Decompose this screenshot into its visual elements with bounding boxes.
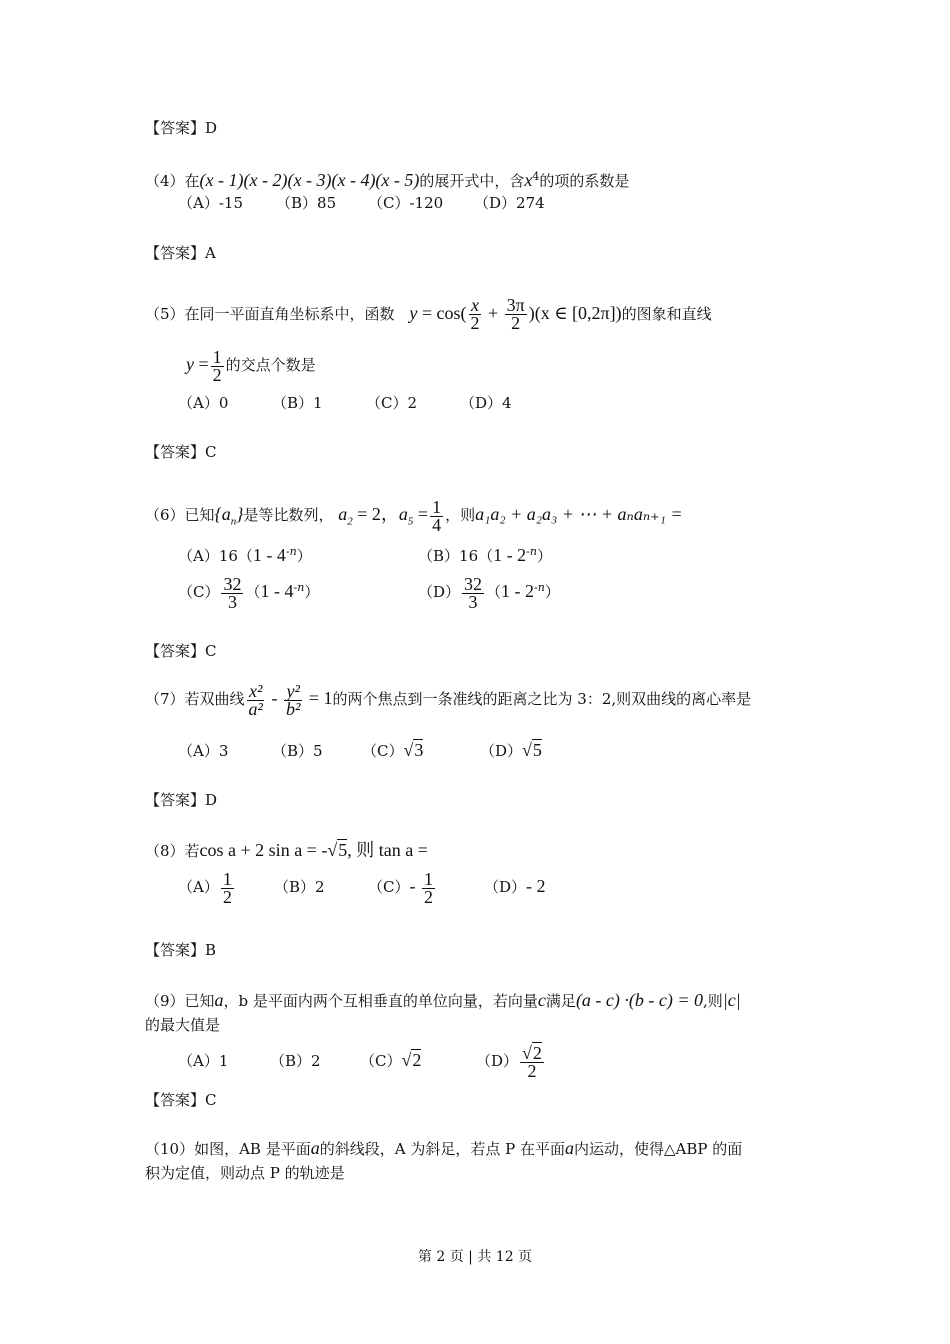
q4-option-a: （A）-15 (178, 194, 243, 212)
q6-sequence (214, 504, 244, 528)
q6-seq-sub: n (230, 515, 237, 528)
q6-then: ，则 (445, 506, 476, 524)
q6-options-row-1 (178, 542, 552, 566)
q8-option-d-label: （D） (484, 878, 527, 896)
q7-option-c-sqrt: √3 (403, 740, 424, 760)
question-9 (145, 990, 741, 1011)
q6-option-c-frac (221, 573, 243, 612)
q4-number: （4）在 (145, 172, 200, 190)
q4-text-a: 的展开式中，含 (419, 172, 525, 190)
q4-text-b: 的项的系数是 (539, 172, 630, 190)
question-5 (145, 294, 712, 333)
q8-option-c-num: 1 (423, 868, 433, 889)
answer-q5: 【答案】C (145, 443, 217, 461)
q8-option-d (484, 866, 546, 907)
q6-a2 (338, 504, 353, 528)
q10-text-a: （10）如图，AB 是平面 (145, 1140, 311, 1158)
q7-option-c-rad: 3 (414, 740, 424, 760)
q9-cond-a: 满足 (545, 992, 576, 1010)
q8-sqrt: √5 (327, 840, 348, 860)
q6-option-b-label: （B）16（ (418, 547, 494, 565)
q5-line-y: y (186, 354, 194, 374)
q5-plus: + (483, 303, 503, 323)
q6-option-d (418, 568, 560, 612)
q6-option-c-paren: （ (245, 583, 261, 601)
q6-quarter-num: 1 (432, 496, 442, 517)
q8-option-c-frac (422, 868, 435, 907)
q7-option-d-rad: 5 (532, 740, 542, 760)
q5-line-2 (186, 345, 316, 384)
q9-vector-a: a (214, 990, 224, 1010)
q6-option-a-expr: 1 - 4 (252, 545, 286, 565)
q5-option-d: （D）4 (460, 394, 512, 412)
q6-seq-a: {a (214, 504, 231, 524)
q5-cos: = cos( (417, 303, 467, 323)
q6-a2-val: = 2， (352, 504, 399, 524)
q5-half-den: 2 (212, 364, 222, 385)
q5-line-eq: = (194, 354, 209, 374)
q6-option-d-paren: （ (486, 583, 502, 601)
q6-option-b-exp: -n (526, 545, 537, 558)
q4-x-exponent: 4 (532, 170, 540, 183)
q6-a2-sym: a (338, 504, 348, 524)
q7-option-d (480, 740, 542, 761)
q6-option-c-num: 32 (223, 573, 242, 594)
q6-option-c-expr: 1 - 4 (260, 581, 294, 601)
question-8 (145, 840, 428, 861)
q5-options (178, 393, 512, 413)
q9-options (178, 1040, 546, 1081)
q5-frac1-den: 2 (470, 313, 480, 334)
q9-mid: ，b 是平面内两个互相垂直的单位向量，若向量 (223, 992, 538, 1010)
q8-option-c-den: 2 (423, 886, 433, 907)
answer-q4: 【答案】A (145, 244, 216, 262)
q8-option-c-minus: - (409, 876, 420, 896)
q8-options (178, 866, 546, 907)
q9-option-d (476, 1041, 546, 1081)
q7-option-d-label: （D） (480, 742, 523, 760)
q9-cond-expr: (a - c) ·(b - c) = 0 (575, 990, 704, 1010)
q7-option-c (362, 740, 480, 761)
q5-line2-tail: 的交点个数是 (225, 356, 316, 374)
q4-option-b: （B）85 (276, 194, 337, 212)
q7-option-d-sqrt: √5 (522, 740, 542, 760)
q6-option-c-exp: -n (293, 581, 305, 594)
q4-option-d: （D）274 (474, 194, 545, 212)
q6-option-c-close: ） (304, 583, 320, 601)
q6-option-c (178, 568, 418, 612)
q6-quarter (430, 496, 443, 535)
q6-option-d-label: （D） (418, 583, 461, 601)
q6-options-row-2 (178, 568, 560, 612)
q5-frac2-den: 2 (511, 313, 521, 334)
q7-frac-y-num: y² (286, 680, 300, 701)
q9-option-d-den: 2 (527, 1060, 537, 1081)
answer-q3: 【答案】D (145, 119, 218, 137)
q6-option-b (418, 542, 552, 566)
q6-seq-close: } (236, 504, 244, 524)
q5-fraction-x-2 (468, 297, 481, 332)
q7-eq1: = 1 (304, 688, 333, 708)
q10-line-2: 积为定值，则动点 P 的轨迹是 (145, 1164, 345, 1182)
q5-tail: 的图象和直线 (621, 305, 712, 323)
answer-q8: 【答案】B (145, 941, 217, 959)
q7-number: （7）若双曲线 (145, 690, 245, 708)
q6-a5-eq: = (413, 504, 429, 524)
q6-sum: a₁a₂ + a₂a₃ + ⋯ + aₙaₙ₊₁ = (475, 504, 683, 524)
q6-option-a (178, 542, 418, 566)
q6-option-a-exp: -n (285, 545, 297, 558)
q6-option-c-den: 3 (227, 591, 237, 612)
q7-frac-y-den: b² (285, 698, 301, 719)
page-footer: 第 2 页 | 共 12 页 (417, 1249, 533, 1265)
q8-option-a-num: 1 (222, 868, 232, 889)
q5-domain: )(x ∈ [0,2π]) (528, 303, 622, 323)
q8-expression: cos a + 2 sin a = - (199, 840, 328, 860)
q6-option-b-close: ） (536, 547, 552, 565)
q6-a2-sub: 2 (347, 515, 353, 528)
q8-option-c-label: （C） (368, 878, 410, 896)
q6-option-c-label: （C） (178, 583, 220, 601)
q7-frac-x (247, 680, 265, 719)
answer-q9: 【答案】C (145, 1091, 217, 1109)
q10-plane-2: a (564, 1138, 574, 1158)
q9-option-c-rad: 2 (412, 1050, 422, 1070)
answer-q6: 【答案】C (145, 642, 217, 660)
q9-cond-b: ,则 (703, 992, 723, 1010)
q6-option-a-label: （A）16（ (178, 547, 253, 565)
q9-option-d-label: （D） (476, 1052, 519, 1070)
q6-option-d-exp: -n (534, 581, 545, 594)
q9-abs-c: |c| (722, 990, 741, 1010)
q6-a5-sym: a (398, 504, 408, 524)
question-4 (145, 167, 629, 191)
q5-option-b: （B）1 (272, 394, 323, 412)
q5-fraction-3pi-2 (505, 297, 527, 332)
q5-y: y (409, 303, 418, 323)
q7-option-b: （B）5 (272, 742, 323, 760)
question-10 (145, 1138, 742, 1159)
q6-option-d-close: ） (544, 583, 560, 601)
q5-frac2-num: 3π (506, 295, 525, 316)
q5-frac1-num: x (470, 295, 479, 316)
q8-option-a-label: （A） (178, 878, 219, 896)
q7-minus: - (266, 688, 282, 708)
q8-rad: 5 (338, 840, 348, 860)
q9-option-d-frac (520, 1042, 544, 1081)
q6-option-d-num: 32 (464, 573, 483, 594)
q5-option-c: （C）2 (366, 394, 418, 412)
q5-option-a: （A）0 (178, 394, 229, 412)
q8-option-d-val: - 2 (526, 876, 546, 896)
q10-text-b: 的斜线段，A 为斜足，若点 P 在平面 (319, 1140, 565, 1158)
q9-option-a: （A）1 (178, 1052, 229, 1070)
q9-option-c-sqrt: √2 (401, 1050, 422, 1070)
q6-a5-sub: 5 (407, 515, 414, 528)
q7-options (178, 740, 542, 761)
q6-quarter-den: 4 (432, 514, 442, 535)
q7-frac-x-num: x² (249, 680, 263, 701)
q7-frac-y (284, 680, 302, 719)
q7-tail: 的两个焦点到一条准线的距离之比为 3：2,则双曲线的离心率是 (332, 690, 752, 708)
q6-option-d-frac (462, 573, 484, 612)
q10-text-c: 内运动，使得△ABP 的面 (573, 1140, 743, 1158)
q9-option-b: （B）2 (270, 1052, 321, 1070)
q4-option-c: （C）-120 (368, 194, 444, 212)
q4-expression: (x - 1)(x - 2)(x - 3)(x - 4)(x - 5) (199, 170, 420, 190)
q8-option-c (368, 866, 484, 907)
q8-option-a (178, 867, 274, 907)
q9-option-c-label: （C） (360, 1052, 402, 1070)
q9-number: （9）已知 (145, 992, 215, 1010)
q6-option-a-close: ） (296, 547, 312, 565)
q9-vector-c: c (537, 990, 546, 1010)
q8-number: （8）若 (145, 842, 200, 860)
q6-option-d-den: 3 (468, 591, 478, 612)
q8-tail: , 则 tan a = (347, 840, 428, 860)
q9-line-2: 的最大值是 (145, 1016, 221, 1034)
q7-option-c-label: （C） (362, 742, 404, 760)
q9-option-d-num: √2 (522, 1042, 542, 1063)
q6-number: （6）已知 (145, 506, 215, 524)
q5-half (211, 346, 224, 385)
q5-number: （5）在同一平面直角坐标系中，函数 (145, 305, 395, 323)
question-7 (145, 676, 751, 721)
answer-q7: 【答案】D (145, 791, 218, 809)
question-6 (145, 494, 683, 542)
q9-option-d-rad: 2 (532, 1042, 542, 1063)
q5-function (409, 295, 622, 334)
q8-option-a-den: 2 (222, 886, 232, 907)
q6-a5 (398, 504, 414, 528)
q8-option-b: （B）2 (274, 878, 325, 896)
q10-plane-1: a (310, 1138, 320, 1158)
q4-options (178, 193, 545, 213)
q5-half-num: 1 (212, 346, 222, 367)
q6-option-d-expr: 1 - 2 (501, 581, 535, 601)
q7-option-a: （A）3 (178, 742, 229, 760)
q7-frac-x-den: a² (248, 698, 263, 719)
q6-option-b-expr: 1 - 2 (493, 545, 527, 565)
q9-option-c (360, 1040, 476, 1081)
q8-option-a-frac (221, 868, 234, 907)
q4-x: x (524, 170, 533, 190)
q6-desc: 是等比数列， (243, 506, 334, 524)
